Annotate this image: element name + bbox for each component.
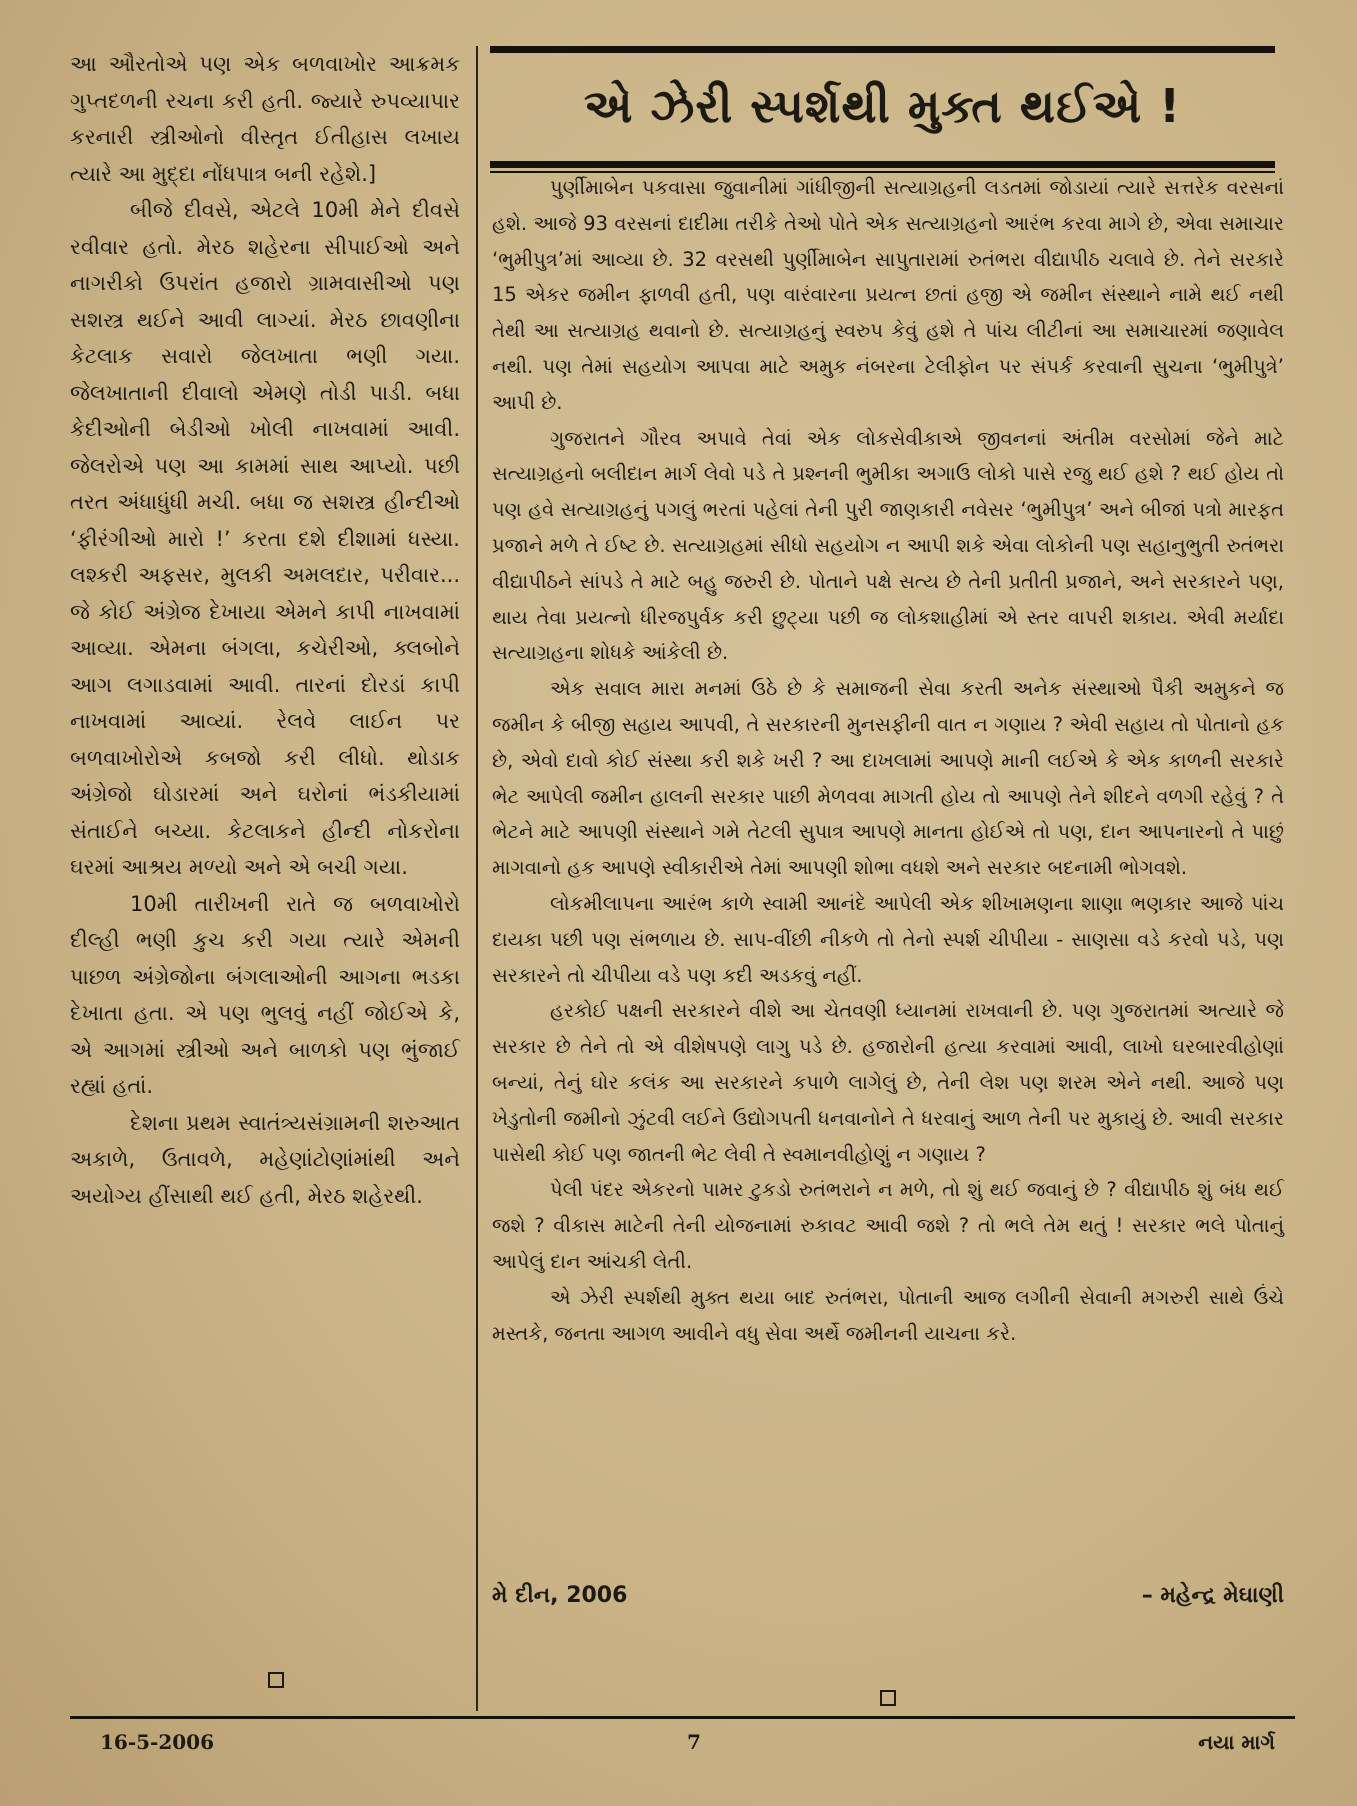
issue-date: 16-5-2006: [100, 1730, 215, 1754]
left-paragraph: બીજે દીવસે, એટલે 10મી મેને દીવસે રવીવાર હતો. મેરઠ શહેરના સીપાઈઓ અને નાગરીકો ઉપરાંત હજારો ગ્રામવાસીઓ પણ સશસ્ત્ર થઈને આવી લાગ્યાં. મેરઠ છાવણીના કેટલાક સવારો જેલખાતા ભણી ગયા. જેલખાતાની દીવાલો એમણે તોડી પાડી. બધા કેદીઓની બેડીઓ ખોલી નાખવામાં આવી. જેલરોએ પણ આ કામમાં સાથ આપ્યો. પછી તરત અંધાધુંધી મચી. બધા જ સશસ્ત્ર હીન્દીઓ ‘ફીરંગીઓ મારો !’ કરતા દશે દીશામાં ધસ્યા. લશ્કરી અફસર, મુલકી અમલદાર, પરીવાર... જે કોઈ અંગ્રેજ દેખાયા એમને કાપી નાખવામાં આવ્યા. એમના બંગલા, કચેરીઓ, ક્લબોને આગ લગાડવામાં આવી. તારનાં દોરડાં કાપી નાખવામાં આવ્યાં. રેલવે લાઈન પર બળવાખોરોએ કબજો કરી લીધો. થોડાક અંગ્રેજો ઘોડારમાં અને ઘરોનાં ભંડકીયામાં સંતાઈને બચ્યા. કેટલાકને હીન્દી નોકરોના ઘરમાં આશ્રય મળ્યો અને એ બચી ગયા.: [70, 198, 460, 879]
title-bottom-rule: [490, 161, 1275, 168]
left-paragraph: 10મી તારીખની રાતે જ બળવાખોરો દીલ્હી ભણી કુચ કરી ગયા ત્યારે એમની પાછળ અંગ્રેજોના બંગલાઓની આગના ભડકા દેખાતા હતા. એ પણ ભુલવું નહીં જોઈએ કે, એ આગમાં સ્ત્રીઓ અને બાળકો પણ ભુંજાઈ રહ્યાં હતાં.: [70, 891, 460, 1098]
article-title-block: [490, 46, 1275, 173]
article-body: [492, 170, 1284, 1351]
left-end-mark: [268, 1672, 284, 1688]
left-paragraph: દેશના પ્રથમ સ્વાતંત્ર્યસંગ્રામની શરુઆત અકાળે, ઉતાવળે, મહેણાંટોણાંમાંથી અને અયોગ્ય હીંસાથી થઈ હતી, મેરઠ શહેરથી.: [70, 1110, 460, 1208]
article-paragraph: એક સવાલ મારા મનમાં ઉઠે છે કે સમાજની સેવા કરતી અનેક સંસ્થાઓ પૈકી અમુકને જ જમીન કે બીજી સહાય આપવી, તે સરકારની મુનસફીની વાત ન ગણાય ? એવી સહાય તો પોતાનો હક છે, એવો દાવો કોઈ સંસ્થા કરી શકે ખરી ? આ દાખલામાં આપણે માની લઈએ કે એક કાળની સરકારે ભેટ આપેલી જમીન હાલની સરકાર પાછી મેળવવા માગતી હોય તો આપણે તેને શીદને વળગી રહેવું ? તે ભેટને માટે આપણી સંસ્થાને ગમે તેટલી સુપાત્ર આપણે માનતા હોઈએ તો પણ, દાન આપનારનો તે પાછું માગવાનો હક આપણે સ્વીકારીએ તેમાં આપણી શોભા વધશે અને સરકાર બદનામી ભોગવશે.: [492, 677, 1284, 880]
article-paragraph: એ ઝેરી સ્પર્શથી મુક્ત થયા બાદ રુતંભરા, પોતાની આજ લગીની સેવાની મગરુરી સાથે ઉંચે મસ્તકે, જનતા આગળ આવીને વધુ સેવા અર્થે જમીનની યાચના કરે.: [492, 1285, 1284, 1345]
left-paragraph: આ ઔરતોએ પણ એક બળવાખોર આક્રમક ગુપ્તદળની રચના કરી હતી. જ્યારે રુપવ્યાપાર કરનારી સ્ત્રીઓનો વીસ્તૃત ઈતીહાસ લખાય ત્યારે આ મુદ્દા નોંધપાત્ર બની રહેશે.]: [70, 52, 460, 186]
article-paragraph: પેલી પંદર એકરનો પામર ટુકડો રુતંભરાને ન મળે, તો શું થઈ જવાનું છે ? વીદ્યાપીઠ શું બંધ થઈ જશે ? વીકાસ માટેની તેની યોજનામાં રુકાવટ આવી જશે ? તો ભલે તેમ થતું ! સરકાર ભલે પોતાનું આપેલું દાન આંચકી લેતી.: [492, 1178, 1284, 1273]
footer-rule: [70, 1716, 1295, 1719]
article-paragraph: ગુજરાતને ગૌરવ અપાવે તેવાં એક લોકસેવીકાએ જીવનનાં અંતીમ વરસોમાં જેને માટે સત્યાગ્રહનો બલીદાન માર્ગ લેવો પડે તે પ્રશ્નની ભુમીકા અગાઉ લોકો પાસે રજુ થઈ હશે ? થઈ હોય તો પણ હવે સત્યાગ્રહનું પગલું ભરતાં પહેલાં તેની પુરી જાણકારી નવેસર ‘ભુમીપુત્ર’ અને બીજાં પત્રો મારફત પ્રજાને મળે તે ઈષ્ટ છે. સત્યાગ્રહમાં સીધો સહયોગ ન આપી શકે એવા લોકોની પણ સહાનુભુતી રુતંભરા વીદ્યાપીઠને સાંપડે તે માટે બહુ જરુરી છે. પોતાને પક્ષે સત્ય છે તેની પ્રતીતી પ્રજાને, અને સરકારને પણ, થાય તેવા પ્રયત્નો ધીરજપુર્વક કરી છુટ્યા પછી જ લોકશાહીમાં એ સ્તર વાપરી શકાય. એવી મર્યાદા સત્યાગ્રહના શોધકે આંકેલી છે.: [492, 426, 1284, 665]
article-place-date: મે દીન, 2006: [492, 1583, 628, 1608]
page-number: 7: [687, 1730, 701, 1754]
article-author: – મહેન્દ્ર મેઘાણી: [1141, 1583, 1284, 1608]
magazine-name: નયા માર્ગ: [1198, 1730, 1275, 1754]
left-column-text: [70, 46, 460, 1214]
column-divider: [476, 46, 478, 1711]
article-paragraph: હરકોઈ પક્ષની સરકારને વીશે આ ચેતવણી ધ્યાનમાં રાખવાની છે. પણ ગુજરાતમાં અત્યારે જે સરકાર છે તેને તો એ વીશેષપણે લાગુ પડે છે. હજારોની હત્યા કરવામાં આવી, લાખો ઘરબારવીહોણાં બન્યાં, તેનું ઘોર કલંક આ સરકારને કપાળે લાગેલું છે, તેની લેશ પણ શરમ એને નથી. આજે પણ ખેડુતોની જમીનો ઝુંટવી લઈને ઉદ્યોગપતી ધનવાનોને તે ધરવાનું આળ તેની પર મુકાયું છે. આવી સરકાર પાસેથી કોઈ પણ જાતની ભેટ લેવી તે સ્વમાનવીહોણું ન ગણાય ?: [492, 999, 1284, 1166]
page-footer: [70, 1730, 1295, 1770]
article-signature-row: [492, 1583, 1284, 1623]
article-paragraph: પુર્ણીમાબેન પકવાસા જુવાનીમાં ગાંધીજીની સત્યાગ્રહની લડતમાં જોડાયાં ત્યારે સત્તરેક વરસનાં હશે. આજે 93 વરસનાં દાદીમા તરીકે તેઓ પોતે એક સત્યાગ્રહનો આરંભ કરવા માગે છે, એવા સમાચાર ‘ભુમીપુત્ર’માં આવ્યા છે. 32 વરસથી પુર્ણીમાબેન સાપુતારામાં રુતંભરા વીદ્યાપીઠ ચલાવે છે. તેને સરકારે 15 એકર જમીન ફાળવી હતી, પણ વારંવારના પ્રયત્ન છતાં હજી એ જમીન સંસ્થાને નામે થઈ નથી તેથી આ સત્યાગ્રહ થવાનો છે. સત્યાગ્રહનું સ્વરુપ કેવું હશે તે પાંચ લીટીનાં આ સમાચારમાં જણાવેલ નથી. પણ તેમાં સહયોગ આપવા માટે અમુક નંબરના ટેલીફોન પર સંપર્ક કરવાની સુચના ‘ભુમીપુત્રે’ આપી છે.: [492, 176, 1284, 414]
right-end-mark: [880, 1690, 896, 1706]
title-top-rule: [490, 46, 1275, 53]
article-title: એ ઝેરી સ્પર્શથી મુક્ત થઈએ !: [583, 79, 1182, 133]
article-paragraph: લોકમીલાપના આરંભ કાળે સ્વામી આનંદે આપેલી એક શીખામણના શાણા ભણકાર આજે પાંચ દાયકા પછી પણ સંભળાય છે. સાપ-વીંછી નીકળે તો તેનો સ્પર્શ ચીપીયા - સાણસા વડે કરવો પડે, પણ સરકારને તો ચીપીયા વડે પણ કદી અડકવું નહીં.: [492, 891, 1284, 987]
